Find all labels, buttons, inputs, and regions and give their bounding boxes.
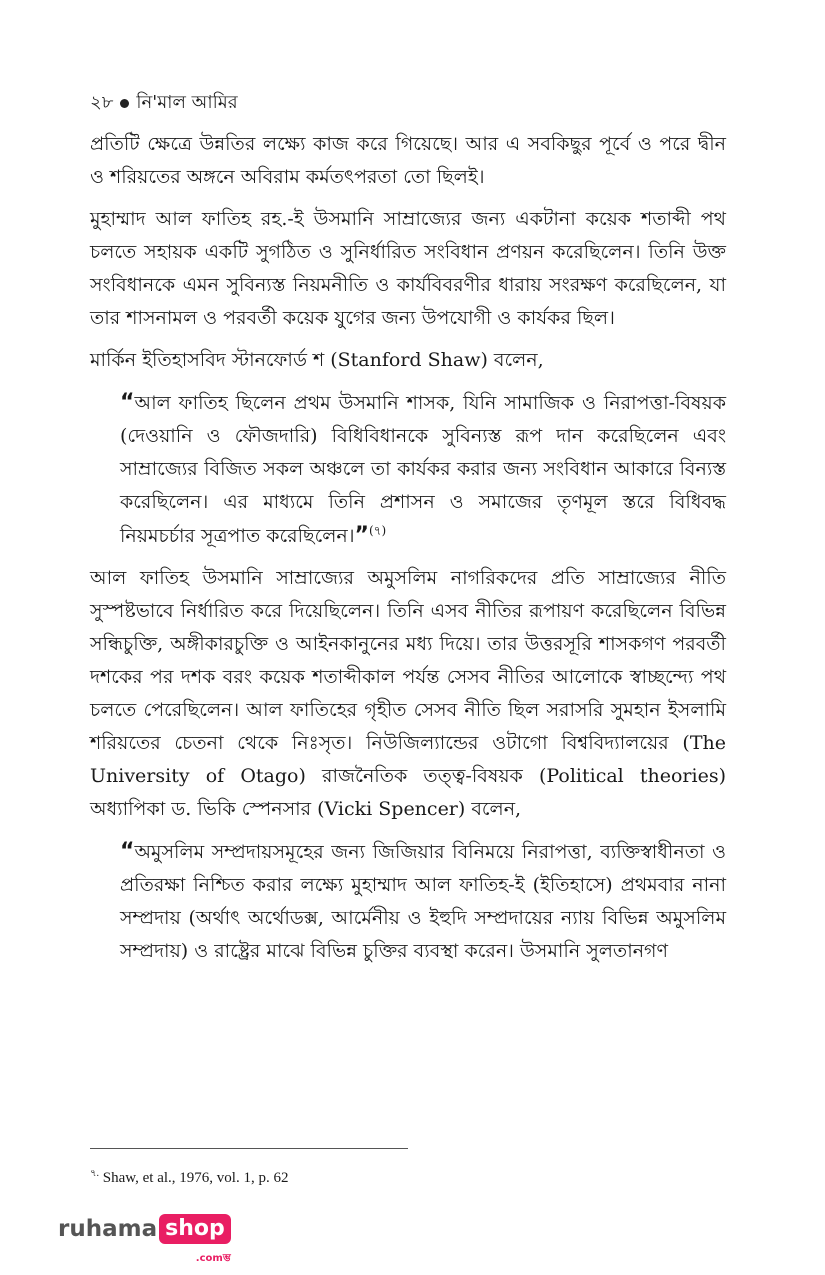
quote-spencer [120,835,726,968]
footnote-divider [90,1148,408,1149]
paragraph-4: আল ফাতিহ উসমানি সাম্রাজ্যের অমুসলিম নাগরিকদের প্রতি সাম্রাজ্যের নীতি সুস্পষ্টভাবে নির্ধারিত করে দিয়েছিলেন। তিনি এসব নীতির রূপায়ণ করেছিলেন বিভিন্ন সন্ধিচুক্তি, অঙ্গীকারচুক্তি ও আইনকানুনের মধ্য দিয়ে। তার উত্তরসূরি শাসকগণ পরবর্তী দশকের পর দশক বরং কয়েক শতাব্দীকাল পর্যন্ত সেসব নীতির আলোকে স্বাচ্ছন্দ্যে পথ চলতে পেরেছিলেন। আল ফাতিহের গৃহীত সেসব নীতি ছিল সরাসরি সুমহান ইসলামি শরিয়তের চেতনা থেকে নিঃসৃত। নিউজিল্যান্ডের ওটাগো বিশ্ববিদ্যালয়ের (The University of Otago) রাজনৈতিক তত্ত্ব-বিষয়ক (Political theories) অধ্যাপিকা ড. ভিকি স্পেনসার (Vicki Spencer) বলেন, [90,567,726,820]
paragraph-2: মুহাম্মাদ আল ফাতিহ রহ.-ই উসমানি সাম্রাজ্যের জন্য একটানা কয়েক শতাব্দী পথ চলতে সহায়ক একটি সুগঠিত ও সুনির্ধারিত সংবিধান প্রণয়ন করেছিলেন। তিনি উক্ত সংবিধানকে এমন সুবিন্যস্ত নিয়মনীতি ও কার্যবিবরণীর ধারায় সংরক্ষণ করেছিলেন, যা তার শাসনামল ও পরবর্তী কয়েক যুগের জন্য উপযোগী ও কার্যকর ছিল। [90,208,726,329]
page-number: ২৮ [90,92,114,113]
quote-shaw-text: আল ফাতিহ ছিলেন প্রথম উসমানি শাসক, যিনি সামাজিক ও নিরাপত্তা-বিষয়ক (দেওয়ানি ও ফৌজদারি) বিধিবিধানকে সুবিন্যস্ত রূপ দান করেছিলেন এবং সাম্রাজ্যের বিজিত সকল অঞ্চলে তা কার্যকর করার জন্য সংবিধান আকারে বিন্যস্ত করেছিলেন। এর মাধ্যমে তিনি প্রশাসন ও সমাজের তৃণমূল স্তরে বিধিবদ্ধ নিয়মচর্চার সূত্রপাত করেছিলেন। [120,392,726,547]
open-quote-mark-2: “ [120,839,135,864]
ruhamashop-logo [58,1214,231,1264]
paragraph-3: মার্কিন ইতিহাসবিদ স্টানফোর্ড শ (Stanford Shaw) বলেন, [90,349,544,371]
book-title: নি'মাল আমির [136,92,238,113]
page-body [90,128,726,977]
close-quote-mark: ” [354,523,369,548]
paragraph-1: প্রতিটি ক্ষেত্রে উন্নতির লক্ষ্যে কাজ করে গিয়েছে। আর এ সবকিছুর পূর্বে ও পরে দ্বীন ও শরিয়তের অঙ্গনে অবিরাম কর্মতৎপরতা তো ছিলই। [90,133,726,188]
footnote-marker: ৭. [90,1168,100,1179]
logo-domain: .comম্ভ [195,1253,231,1264]
page-header [90,88,238,119]
footnote-ref[interactable]: (৭) [368,523,387,538]
quote-shaw [120,386,726,553]
footnote [90,1170,288,1187]
bullet-dot-icon [120,99,129,108]
quote-spencer-text: অমুসলিম সম্প্রদায়সমূহের জন্য জিজিয়ার বিনিময়ে নিরাপত্তা, ব্যক্তিস্বাধীনতা ও প্রতিরক্ষা নিশ্চিত করার লক্ষ্যে মুহাম্মাদ আল ফাতিহ-ই (ইতিহাসে) প্রথমবার নানা সম্প্রদায় (অর্থাৎ অর্থোডক্স, আর্মেনীয় ও ইহুদি সম্প্রদায়ের ন্যায় বিভিন্ন অমুসলিম সম্প্রদায়) ও রাষ্ট্রের মাঝে বিভিন্ন চুক্তির ব্যবস্থা করেন। উসমানি সুলতানগণ [120,841,726,962]
logo-word-shop [159,1214,231,1264]
logo-shop-text: shop [165,1216,225,1241]
footnote-text: Shaw, et al., 1976, vol. 1, p. 62 [102,1170,289,1186]
open-quote-mark: “ [120,390,135,415]
logo-word-ruhama: ruhama [58,1216,158,1242]
